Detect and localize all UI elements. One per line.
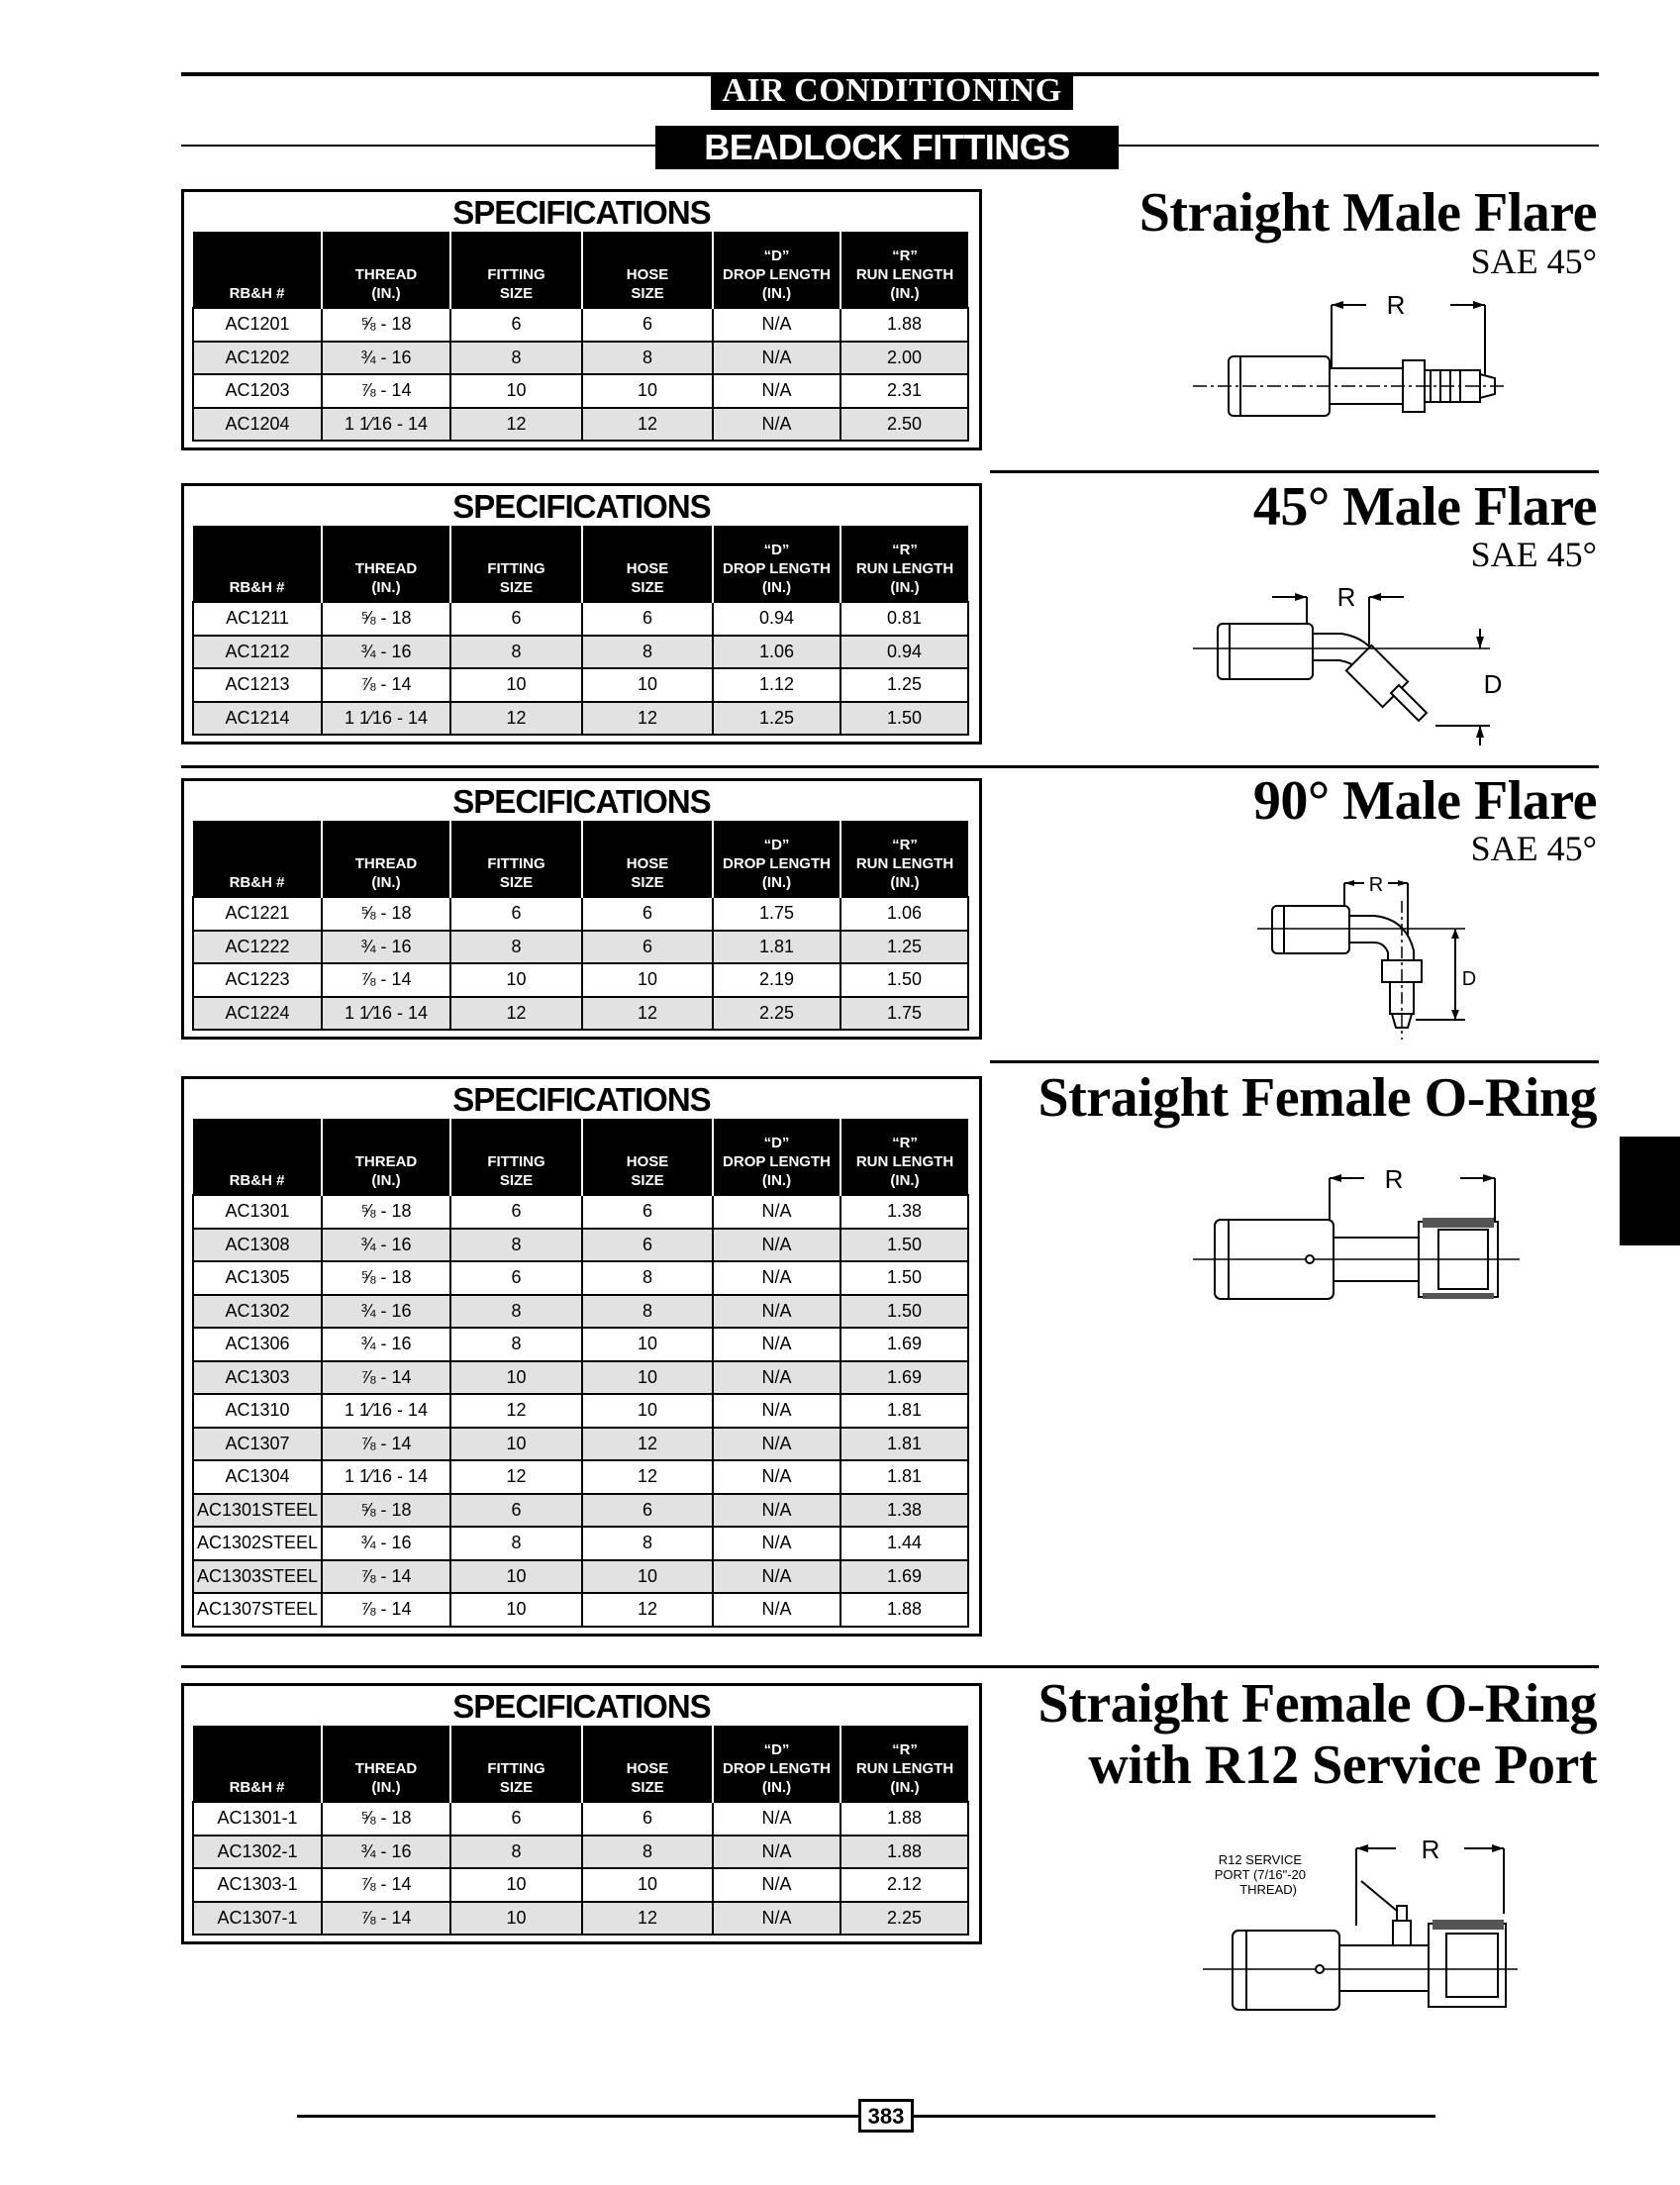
table-cell: 1.69 (840, 1328, 968, 1361)
table-cell: AC1301 (193, 1195, 322, 1229)
table-cell: 6 (582, 1494, 713, 1528)
table-cell: AC1307STEEL (193, 1593, 322, 1627)
table-cell: 1.81 (840, 1460, 968, 1494)
spec-title: SPECIFICATIONS (452, 488, 711, 525)
table-cell: N/A (713, 1361, 840, 1395)
table-cell: 8 (450, 1295, 582, 1329)
table-cell: 6 (450, 1261, 582, 1295)
table-cell: N/A (713, 1460, 840, 1494)
fitting-title: Straight Male Flare (1138, 182, 1597, 244)
service-port-label: R12 SERVICE (1218, 1852, 1302, 1867)
column-header: THREAD (IN.) (322, 1119, 450, 1195)
column-header: RB&H # (193, 1119, 322, 1195)
column-header: FITTING SIZE (450, 1726, 582, 1802)
table-cell: 10 (582, 374, 713, 408)
table-cell: 12 (582, 1902, 713, 1936)
table-cell: 1.50 (840, 1229, 968, 1262)
table-row (193, 1802, 968, 1836)
column-header: FITTING SIZE (450, 1119, 582, 1195)
spec-table-straight-female-o-ring (181, 1076, 982, 1637)
section-divider (181, 765, 1599, 768)
dimension-label: R (1386, 290, 1406, 320)
table-cell: 12 (450, 1394, 582, 1428)
spec-table-90-male-flare (181, 778, 982, 1040)
spec-title: SPECIFICATIONS (452, 783, 711, 820)
column-header: “R” RUN LENGTH (IN.) (840, 232, 968, 308)
table-cell: AC1306 (193, 1328, 322, 1361)
column-header: “D” DROP LENGTH (IN.) (713, 232, 840, 308)
table-cell: AC1302 (193, 1295, 322, 1329)
fitting-subtitle: SAE 45° (1470, 829, 1597, 868)
table-cell: AC1310 (193, 1394, 322, 1428)
column-header: FITTING SIZE (450, 821, 582, 897)
table-cell: 12 (582, 1460, 713, 1494)
table-cell: ⅞ - 14 (322, 963, 450, 997)
table-cell: 6 (450, 897, 582, 931)
fitting-subtitle: SAE 45° (1470, 242, 1597, 281)
table-cell: 1.81 (713, 931, 840, 964)
table-cell: 10 (450, 1361, 582, 1395)
table-cell: 10 (582, 1328, 713, 1361)
column-header: RB&H # (193, 232, 322, 308)
table-cell: ⅞ - 14 (322, 374, 450, 408)
table-cell: 12 (582, 1593, 713, 1627)
table-cell: 6 (450, 308, 582, 342)
table-header-row (193, 526, 968, 602)
section-side-tab (1620, 1137, 1680, 1245)
table-cell: 2.25 (840, 1902, 968, 1936)
table-cell: 1.88 (840, 308, 968, 342)
fitting-title: Straight Female O-Ring (1038, 1673, 1597, 1735)
table-header-row (193, 1119, 968, 1195)
table-cell: 8 (450, 1836, 582, 1869)
column-header: FITTING SIZE (450, 232, 582, 308)
table-cell: 1 1⁄16 - 14 (322, 1394, 450, 1428)
table-cell: 8 (582, 1295, 713, 1329)
table-cell: AC1201 (193, 308, 322, 342)
table-cell: 1.38 (840, 1195, 968, 1229)
table-cell: 1 1⁄16 - 14 (322, 702, 450, 736)
table-cell: 12 (582, 702, 713, 736)
table-cell: 1 1⁄16 - 14 (322, 1460, 450, 1494)
table-row (193, 1361, 968, 1395)
table-cell: ⅞ - 14 (322, 1560, 450, 1594)
table-cell: N/A (713, 1295, 840, 1329)
table-cell: AC1204 (193, 408, 322, 442)
table-header-row (193, 1726, 968, 1802)
fitting-title-line2: with R12 Service Port (1088, 1735, 1597, 1796)
table-cell: 8 (582, 1261, 713, 1295)
table-cell: 10 (582, 1560, 713, 1594)
table-row (193, 602, 968, 636)
table-cell: AC1224 (193, 997, 322, 1031)
section-divider (181, 1665, 1599, 1668)
table-cell: ¾ - 16 (322, 636, 450, 669)
table-cell: 8 (450, 1229, 582, 1262)
table-cell: 12 (582, 1428, 713, 1461)
spec-title: SPECIFICATIONS (452, 1688, 711, 1725)
subcategory-banner: BEADLOCK FITTINGS (655, 126, 1119, 169)
table-cell: 2.25 (713, 997, 840, 1031)
table-cell: 1.69 (840, 1560, 968, 1594)
table-row (193, 1902, 968, 1936)
table-cell: AC1212 (193, 636, 322, 669)
table-cell: 8 (450, 342, 582, 375)
table-cell: N/A (713, 1868, 840, 1902)
table-cell: 1.50 (840, 1261, 968, 1295)
table-cell: 8 (582, 636, 713, 669)
dimension-label: R (1384, 1164, 1404, 1194)
table-cell: 1.69 (840, 1361, 968, 1395)
table-cell: 10 (582, 1361, 713, 1395)
table-cell: AC1221 (193, 897, 322, 931)
table-cell: 6 (582, 308, 713, 342)
table-cell: ⅞ - 14 (322, 668, 450, 702)
table-cell: 10 (450, 668, 582, 702)
table-row (193, 1836, 968, 1869)
table-cell: 6 (582, 1802, 713, 1836)
table-row (193, 408, 968, 442)
table-cell: AC1302STEEL (193, 1527, 322, 1560)
table-cell: ⅝ - 18 (322, 1802, 450, 1836)
table-cell: 10 (450, 1593, 582, 1627)
table-cell: N/A (713, 1902, 840, 1936)
table-cell: AC1304 (193, 1460, 322, 1494)
column-header: “R” RUN LENGTH (IN.) (840, 1726, 968, 1802)
table-cell: ⅝ - 18 (322, 1261, 450, 1295)
table-row (193, 1527, 968, 1560)
fitting-title: 90° Male Flare (1252, 770, 1597, 832)
table-cell: 10 (582, 1394, 713, 1428)
table-cell: AC1214 (193, 702, 322, 736)
column-header: THREAD (IN.) (322, 526, 450, 602)
table-cell: AC1302-1 (193, 1836, 322, 1869)
straight-male-flare-diagram (1193, 287, 1530, 436)
fitting-title: Straight Female O-Ring (1038, 1067, 1597, 1129)
page-number: 383 (858, 2099, 914, 2133)
table-cell: 0.94 (713, 602, 840, 636)
table-cell: 1.50 (840, 963, 968, 997)
table-cell: AC1303-1 (193, 1868, 322, 1902)
table-cell: N/A (713, 1527, 840, 1560)
table-cell: 8 (582, 1836, 713, 1869)
table-cell: 8 (582, 342, 713, 375)
table-cell: 1.88 (840, 1593, 968, 1627)
table-cell: 12 (450, 1460, 582, 1494)
table-cell: N/A (713, 1328, 840, 1361)
table-cell: N/A (713, 1428, 840, 1461)
table-cell: 2.00 (840, 342, 968, 375)
table-cell: 1.25 (713, 702, 840, 736)
45-male-flare-diagram (1193, 579, 1530, 752)
table-cell: AC1202 (193, 342, 322, 375)
fitting-subtitle: SAE 45° (1470, 535, 1597, 574)
table-cell: 10 (450, 1560, 582, 1594)
table-cell: 1.06 (840, 897, 968, 931)
table-cell: 1.88 (840, 1802, 968, 1836)
table-cell: N/A (713, 1560, 840, 1594)
table-cell: 8 (450, 1328, 582, 1361)
table-cell: AC1301-1 (193, 1802, 322, 1836)
table-cell: ¾ - 16 (322, 1527, 450, 1560)
table-cell: 6 (450, 1802, 582, 1836)
table-row (193, 702, 968, 736)
table-cell: AC1307-1 (193, 1902, 322, 1936)
table-cell: 1 1⁄16 - 14 (322, 408, 450, 442)
table-cell: 8 (582, 1527, 713, 1560)
table-cell: 1.81 (840, 1428, 968, 1461)
table-cell: N/A (713, 1261, 840, 1295)
table-cell: 8 (450, 1527, 582, 1560)
table-cell: ¾ - 16 (322, 1295, 450, 1329)
table-cell: 10 (450, 374, 582, 408)
table-cell: 6 (582, 931, 713, 964)
table-cell: ¾ - 16 (322, 1836, 450, 1869)
table-cell: AC1223 (193, 963, 322, 997)
column-header: “D” DROP LENGTH (IN.) (713, 1119, 840, 1195)
spec-table (192, 526, 969, 736)
table-row (193, 1229, 968, 1262)
table-header-row (193, 232, 968, 308)
table-cell: ¾ - 16 (322, 931, 450, 964)
table-row (193, 1328, 968, 1361)
spec-table (192, 821, 969, 1031)
column-header: “D” DROP LENGTH (IN.) (713, 821, 840, 897)
fitting-title: 45° Male Flare (1252, 476, 1597, 538)
column-header: HOSE SIZE (582, 232, 713, 308)
table-row (193, 1868, 968, 1902)
table-cell: 10 (450, 1902, 582, 1936)
table-cell: ⅞ - 14 (322, 1868, 450, 1902)
table-cell: 6 (450, 1195, 582, 1229)
table-cell: AC1303STEEL (193, 1560, 322, 1594)
table-cell: ⅝ - 18 (322, 308, 450, 342)
table-cell: 6 (450, 1494, 582, 1528)
column-header: HOSE SIZE (582, 1726, 713, 1802)
table-cell: AC1211 (193, 602, 322, 636)
table-cell: 1.75 (713, 897, 840, 931)
dimension-label: D (1461, 968, 1477, 990)
table-cell: 2.31 (840, 374, 968, 408)
spec-table (192, 232, 969, 442)
straight-female-o-ring-diagram (1193, 1158, 1530, 1317)
table-cell: 0.94 (840, 636, 968, 669)
table-cell: 0.81 (840, 602, 968, 636)
table-cell: 10 (450, 1868, 582, 1902)
table-cell: ⅝ - 18 (322, 897, 450, 931)
table-cell: 12 (450, 997, 582, 1031)
table-cell: 2.19 (713, 963, 840, 997)
table-cell: N/A (713, 1593, 840, 1627)
table-cell: N/A (713, 308, 840, 342)
table-cell: 6 (582, 602, 713, 636)
table-cell: AC1301STEEL (193, 1494, 322, 1528)
table-cell: 1.81 (840, 1394, 968, 1428)
section-divider (990, 470, 1599, 473)
column-header: THREAD (IN.) (322, 232, 450, 308)
column-header: HOSE SIZE (582, 1119, 713, 1195)
spec-table (192, 1119, 969, 1628)
table-row (193, 1494, 968, 1528)
table-cell: 1.44 (840, 1527, 968, 1560)
table-cell: 12 (582, 997, 713, 1031)
spec-table-straight-male-flare (181, 189, 982, 450)
table-row (193, 931, 968, 964)
table-cell: AC1222 (193, 931, 322, 964)
table-row (193, 308, 968, 342)
table-row (193, 668, 968, 702)
table-cell: N/A (713, 1494, 840, 1528)
section-divider (990, 1060, 1599, 1063)
column-header: “D” DROP LENGTH (IN.) (713, 1726, 840, 1802)
table-cell: 6 (582, 1229, 713, 1262)
dimension-label: D (1483, 669, 1503, 699)
table-cell: 6 (582, 1195, 713, 1229)
table-cell: 6 (582, 897, 713, 931)
column-header: HOSE SIZE (582, 821, 713, 897)
table-cell: 2.12 (840, 1868, 968, 1902)
service-port-label: THREAD) (1239, 1882, 1297, 1897)
table-cell: 1.25 (840, 668, 968, 702)
table-cell: 1.75 (840, 997, 968, 1031)
table-cell: 12 (450, 702, 582, 736)
table-row (193, 1593, 968, 1627)
table-cell: N/A (713, 1394, 840, 1428)
table-cell: ¾ - 16 (322, 342, 450, 375)
table-cell: 10 (582, 1868, 713, 1902)
table-row (193, 997, 968, 1031)
column-header: RB&H # (193, 821, 322, 897)
spec-title: SPECIFICATIONS (452, 194, 711, 231)
column-header: “D” DROP LENGTH (IN.) (713, 526, 840, 602)
table-cell: N/A (713, 374, 840, 408)
table-row (193, 1394, 968, 1428)
table-row (193, 1295, 968, 1329)
table-cell: N/A (713, 1195, 840, 1229)
table-cell: 1.12 (713, 668, 840, 702)
table-cell: 6 (450, 602, 582, 636)
column-header: “R” RUN LENGTH (IN.) (840, 821, 968, 897)
category-banner: AIR CONDITIONING (711, 72, 1073, 110)
table-row (193, 374, 968, 408)
table-row (193, 1195, 968, 1229)
column-header: “R” RUN LENGTH (IN.) (840, 526, 968, 602)
spec-table (192, 1726, 969, 1936)
table-cell: 1.88 (840, 1836, 968, 1869)
table-cell: 2.50 (840, 408, 968, 442)
table-cell: ⅝ - 18 (322, 1494, 450, 1528)
table-cell: 12 (582, 408, 713, 442)
column-header: “R” RUN LENGTH (IN.) (840, 1119, 968, 1195)
table-cell: 10 (450, 1428, 582, 1461)
table-row (193, 1560, 968, 1594)
table-cell: 1.25 (840, 931, 968, 964)
table-cell: 1.06 (713, 636, 840, 669)
straight-female-o-ring-r12-diagram (1203, 1827, 1530, 2020)
column-header: HOSE SIZE (582, 526, 713, 602)
table-cell: AC1213 (193, 668, 322, 702)
table-cell: ⅞ - 14 (322, 1902, 450, 1936)
table-cell: AC1305 (193, 1261, 322, 1295)
dimension-label: R (1421, 1835, 1440, 1864)
dimension-label: R (1368, 874, 1384, 896)
table-cell: AC1303 (193, 1361, 322, 1395)
table-cell: ⅝ - 18 (322, 1195, 450, 1229)
table-header-row (193, 821, 968, 897)
column-header: THREAD (IN.) (322, 821, 450, 897)
service-port-label: PORT (7/16"-20 (1214, 1867, 1306, 1882)
table-row (193, 636, 968, 669)
table-cell: ⅞ - 14 (322, 1361, 450, 1395)
spec-title: SPECIFICATIONS (452, 1081, 711, 1118)
table-cell: N/A (713, 1229, 840, 1262)
table-cell: 10 (450, 963, 582, 997)
column-header: FITTING SIZE (450, 526, 582, 602)
table-row (193, 963, 968, 997)
column-header: RB&H # (193, 1726, 322, 1802)
table-cell: N/A (713, 1836, 840, 1869)
spec-table-straight-female-o-ring-r12 (181, 1683, 982, 1944)
table-cell: ⅝ - 18 (322, 602, 450, 636)
table-cell: 1.38 (840, 1494, 968, 1528)
table-row (193, 1460, 968, 1494)
table-cell: AC1203 (193, 374, 322, 408)
table-cell: ⅞ - 14 (322, 1593, 450, 1627)
column-header: THREAD (IN.) (322, 1726, 450, 1802)
table-row (193, 1428, 968, 1461)
table-cell: 10 (582, 668, 713, 702)
table-row (193, 342, 968, 375)
table-cell: ¾ - 16 (322, 1229, 450, 1262)
table-cell: AC1307 (193, 1428, 322, 1461)
spec-table-45-male-flare (181, 483, 982, 745)
dimension-label: R (1336, 582, 1356, 612)
table-cell: N/A (713, 342, 840, 375)
column-header: RB&H # (193, 526, 322, 602)
table-cell: 12 (450, 408, 582, 442)
table-cell: N/A (713, 1802, 840, 1836)
table-cell: ¾ - 16 (322, 1328, 450, 1361)
table-cell: N/A (713, 408, 840, 442)
90-male-flare-diagram (1257, 871, 1495, 1049)
table-row (193, 1261, 968, 1295)
table-cell: 1 1⁄16 - 14 (322, 997, 450, 1031)
table-cell: AC1308 (193, 1229, 322, 1262)
table-row (193, 897, 968, 931)
table-cell: 1.50 (840, 1295, 968, 1329)
table-cell: ⅞ - 14 (322, 1428, 450, 1461)
table-cell: 1.50 (840, 702, 968, 736)
table-cell: 10 (582, 963, 713, 997)
table-cell: 8 (450, 931, 582, 964)
table-cell: 8 (450, 636, 582, 669)
